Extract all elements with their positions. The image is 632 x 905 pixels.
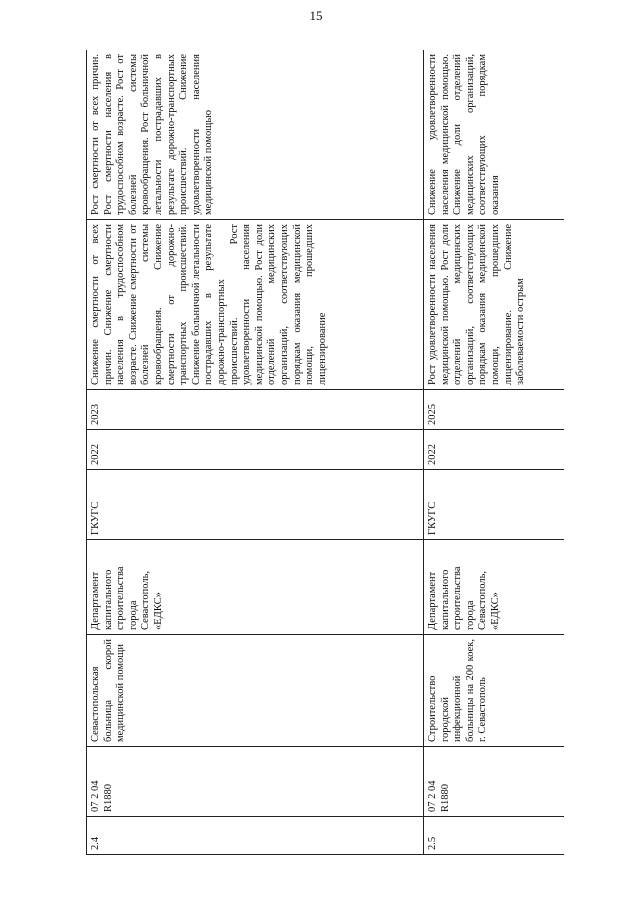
end-year: 2025 xyxy=(424,390,565,430)
consequences: Снижение удовлетворенности населения медицинской помощью. Снижение доли отделений медицинских организаций, соответствующих порядкам оказания xyxy=(424,50,565,220)
table-row xyxy=(424,50,565,855)
executor: Департамент капитального строительства города Севастополь, «ЕДКС» xyxy=(424,540,565,635)
measure-name: Строительство городской инфекционной больницы на 200 коек, г. Севастополь xyxy=(424,635,565,747)
row-number: 2.4 xyxy=(87,817,424,855)
customer: ГКУГС xyxy=(87,470,424,540)
rotated-table-viewport xyxy=(86,50,564,855)
customer: ГКУГС xyxy=(424,470,565,540)
budget-code: 07 2 04 R1880 xyxy=(87,747,424,817)
table-row xyxy=(87,50,424,855)
page-number: 15 xyxy=(309,8,323,23)
program-measures-table xyxy=(86,50,564,855)
start-year: 2022 xyxy=(424,430,565,470)
expected-result: Рост удовлетворенности населения медицинской помощью. Рост доли отделений медицинских организаций, соответствующих порядкам оказания медицинской помощи, прошедших лицензирование. Снижение заболеваемости острым xyxy=(424,220,565,390)
measure-name: Севастопольская больница скорой медицинской помощи xyxy=(87,635,424,747)
budget-code: 07 2 04 R1880 xyxy=(424,747,565,817)
expected-result: Снижение смертности от всех причин. Снижение смертности населения в трудоспособном возрасте. Снижение смертности от болезней системы кровообращения. Снижение смертности от дорожно-транспортных происшествий. Снижение больничной летальности пострадавших в результате дорожно-транспортных происшествий. Рост удовлетворенности населения медицинской помощью. Рост доли отделений медицинских организаций, соответствующих порядкам оказания медицинской помощи, прошедших лицензирование xyxy=(87,220,424,390)
consequences: Рост смертности от всех причин. Рост смертности населения в трудоспособном возрасте. Рост от болезней системы кровообращения. Рост больничной летальности пострадавших в результате дорожно-транспортных происшествий. Снижение удовлетворенности населения медицинской помощью xyxy=(87,50,424,220)
executor: Департамент капитального строительства города Севастополь, «ЕДКС» xyxy=(87,540,424,635)
start-year: 2022 xyxy=(87,430,424,470)
row-number: 2.5 xyxy=(424,817,565,855)
end-year: 2023 xyxy=(87,390,424,430)
